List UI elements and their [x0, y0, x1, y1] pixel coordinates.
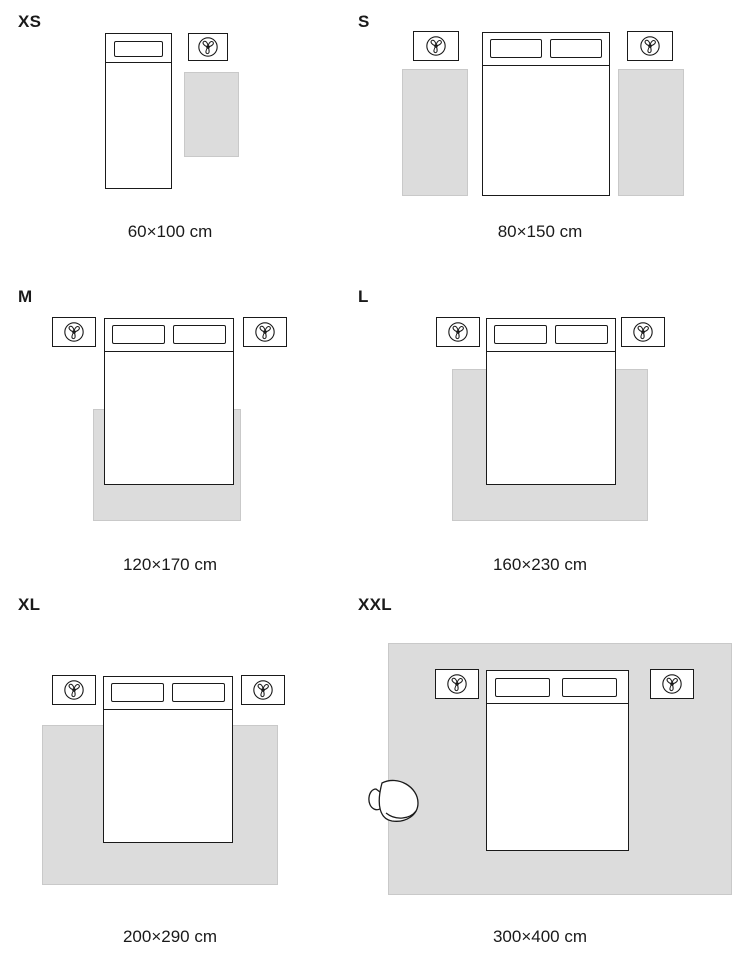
- rug-xs: [184, 72, 239, 157]
- rug-s-right: [618, 69, 684, 196]
- nightstand-m-right: [243, 317, 287, 347]
- nightstand-xxl-left: [435, 669, 479, 699]
- lamp-icon: [447, 321, 469, 343]
- pillow-m-left: [112, 325, 165, 344]
- scene-l: [340, 313, 740, 543]
- bed-m: [104, 351, 234, 485]
- size-label-l: L: [358, 287, 369, 306]
- lamp-icon: [252, 679, 274, 701]
- nightstand-s-left: [413, 31, 459, 61]
- bed-l: [486, 351, 616, 485]
- pillow-xl-right: [172, 683, 225, 702]
- bed-s: [482, 65, 610, 196]
- diagram-cell-s: [340, 0, 740, 260]
- lamp-icon: [254, 321, 276, 343]
- nightstand-l-left: [436, 317, 480, 347]
- pillow-s-right: [550, 39, 602, 58]
- lamp-icon: [446, 673, 468, 695]
- diagram-cell-xl: [0, 585, 340, 960]
- pillow-xxl-left: [495, 678, 550, 697]
- pillow-m-right: [173, 325, 226, 344]
- bed-xl: [103, 709, 233, 843]
- lamp-icon: [661, 673, 683, 695]
- lamp-icon: [63, 321, 85, 343]
- armchair-icon: [362, 753, 452, 843]
- lamp-icon: [632, 321, 654, 343]
- dimension-label-s: 80×150 cm: [497, 222, 583, 241]
- nightstand-l-right: [621, 317, 665, 347]
- pillow-xxl-right: [562, 678, 617, 697]
- nightstand-xs: [188, 33, 228, 61]
- diagram-cell-xs: [0, 0, 340, 260]
- nightstand-xl-left: [52, 675, 96, 705]
- nightstand-m-left: [52, 317, 96, 347]
- nightstand-xxl-right: [650, 669, 694, 699]
- pillow-l-left: [494, 325, 547, 344]
- size-label-xxl: XXL: [358, 595, 392, 614]
- dimension-label-xs: 60×100 cm: [127, 222, 213, 241]
- scene-xs: [0, 28, 340, 198]
- nightstand-s-right: [627, 31, 673, 61]
- pillow-s-left: [490, 39, 542, 58]
- scene-s: [340, 28, 740, 198]
- lamp-icon: [639, 35, 661, 57]
- dimension-label-xl: 200×290 cm: [122, 927, 218, 946]
- bed-xs: [105, 62, 172, 189]
- scene-m: [0, 313, 340, 543]
- size-label-s: S: [358, 12, 370, 31]
- size-label-xs: XS: [18, 12, 42, 31]
- lamp-icon: [197, 36, 219, 58]
- diagram-cell-xxl: [340, 585, 740, 960]
- lamp-icon: [63, 679, 85, 701]
- lamp-icon: [425, 35, 447, 57]
- scene-xxl: [340, 643, 740, 903]
- pillow-xs: [114, 41, 163, 57]
- bed-xxl: [486, 703, 629, 851]
- scene-xl: [0, 673, 340, 903]
- diagram-cell-m: [0, 275, 340, 580]
- dimension-label-xxl: 300×400 cm: [492, 927, 588, 946]
- nightstand-xl-right: [241, 675, 285, 705]
- dimension-label-m: 120×170 cm: [122, 555, 218, 574]
- diagram-cell-l: [340, 275, 740, 580]
- size-label-m: M: [18, 287, 33, 306]
- pillow-xl-left: [111, 683, 164, 702]
- pillow-l-right: [555, 325, 608, 344]
- dimension-label-l: 160×230 cm: [492, 555, 588, 574]
- size-label-xl: XL: [18, 595, 41, 614]
- rug-s-left: [402, 69, 468, 196]
